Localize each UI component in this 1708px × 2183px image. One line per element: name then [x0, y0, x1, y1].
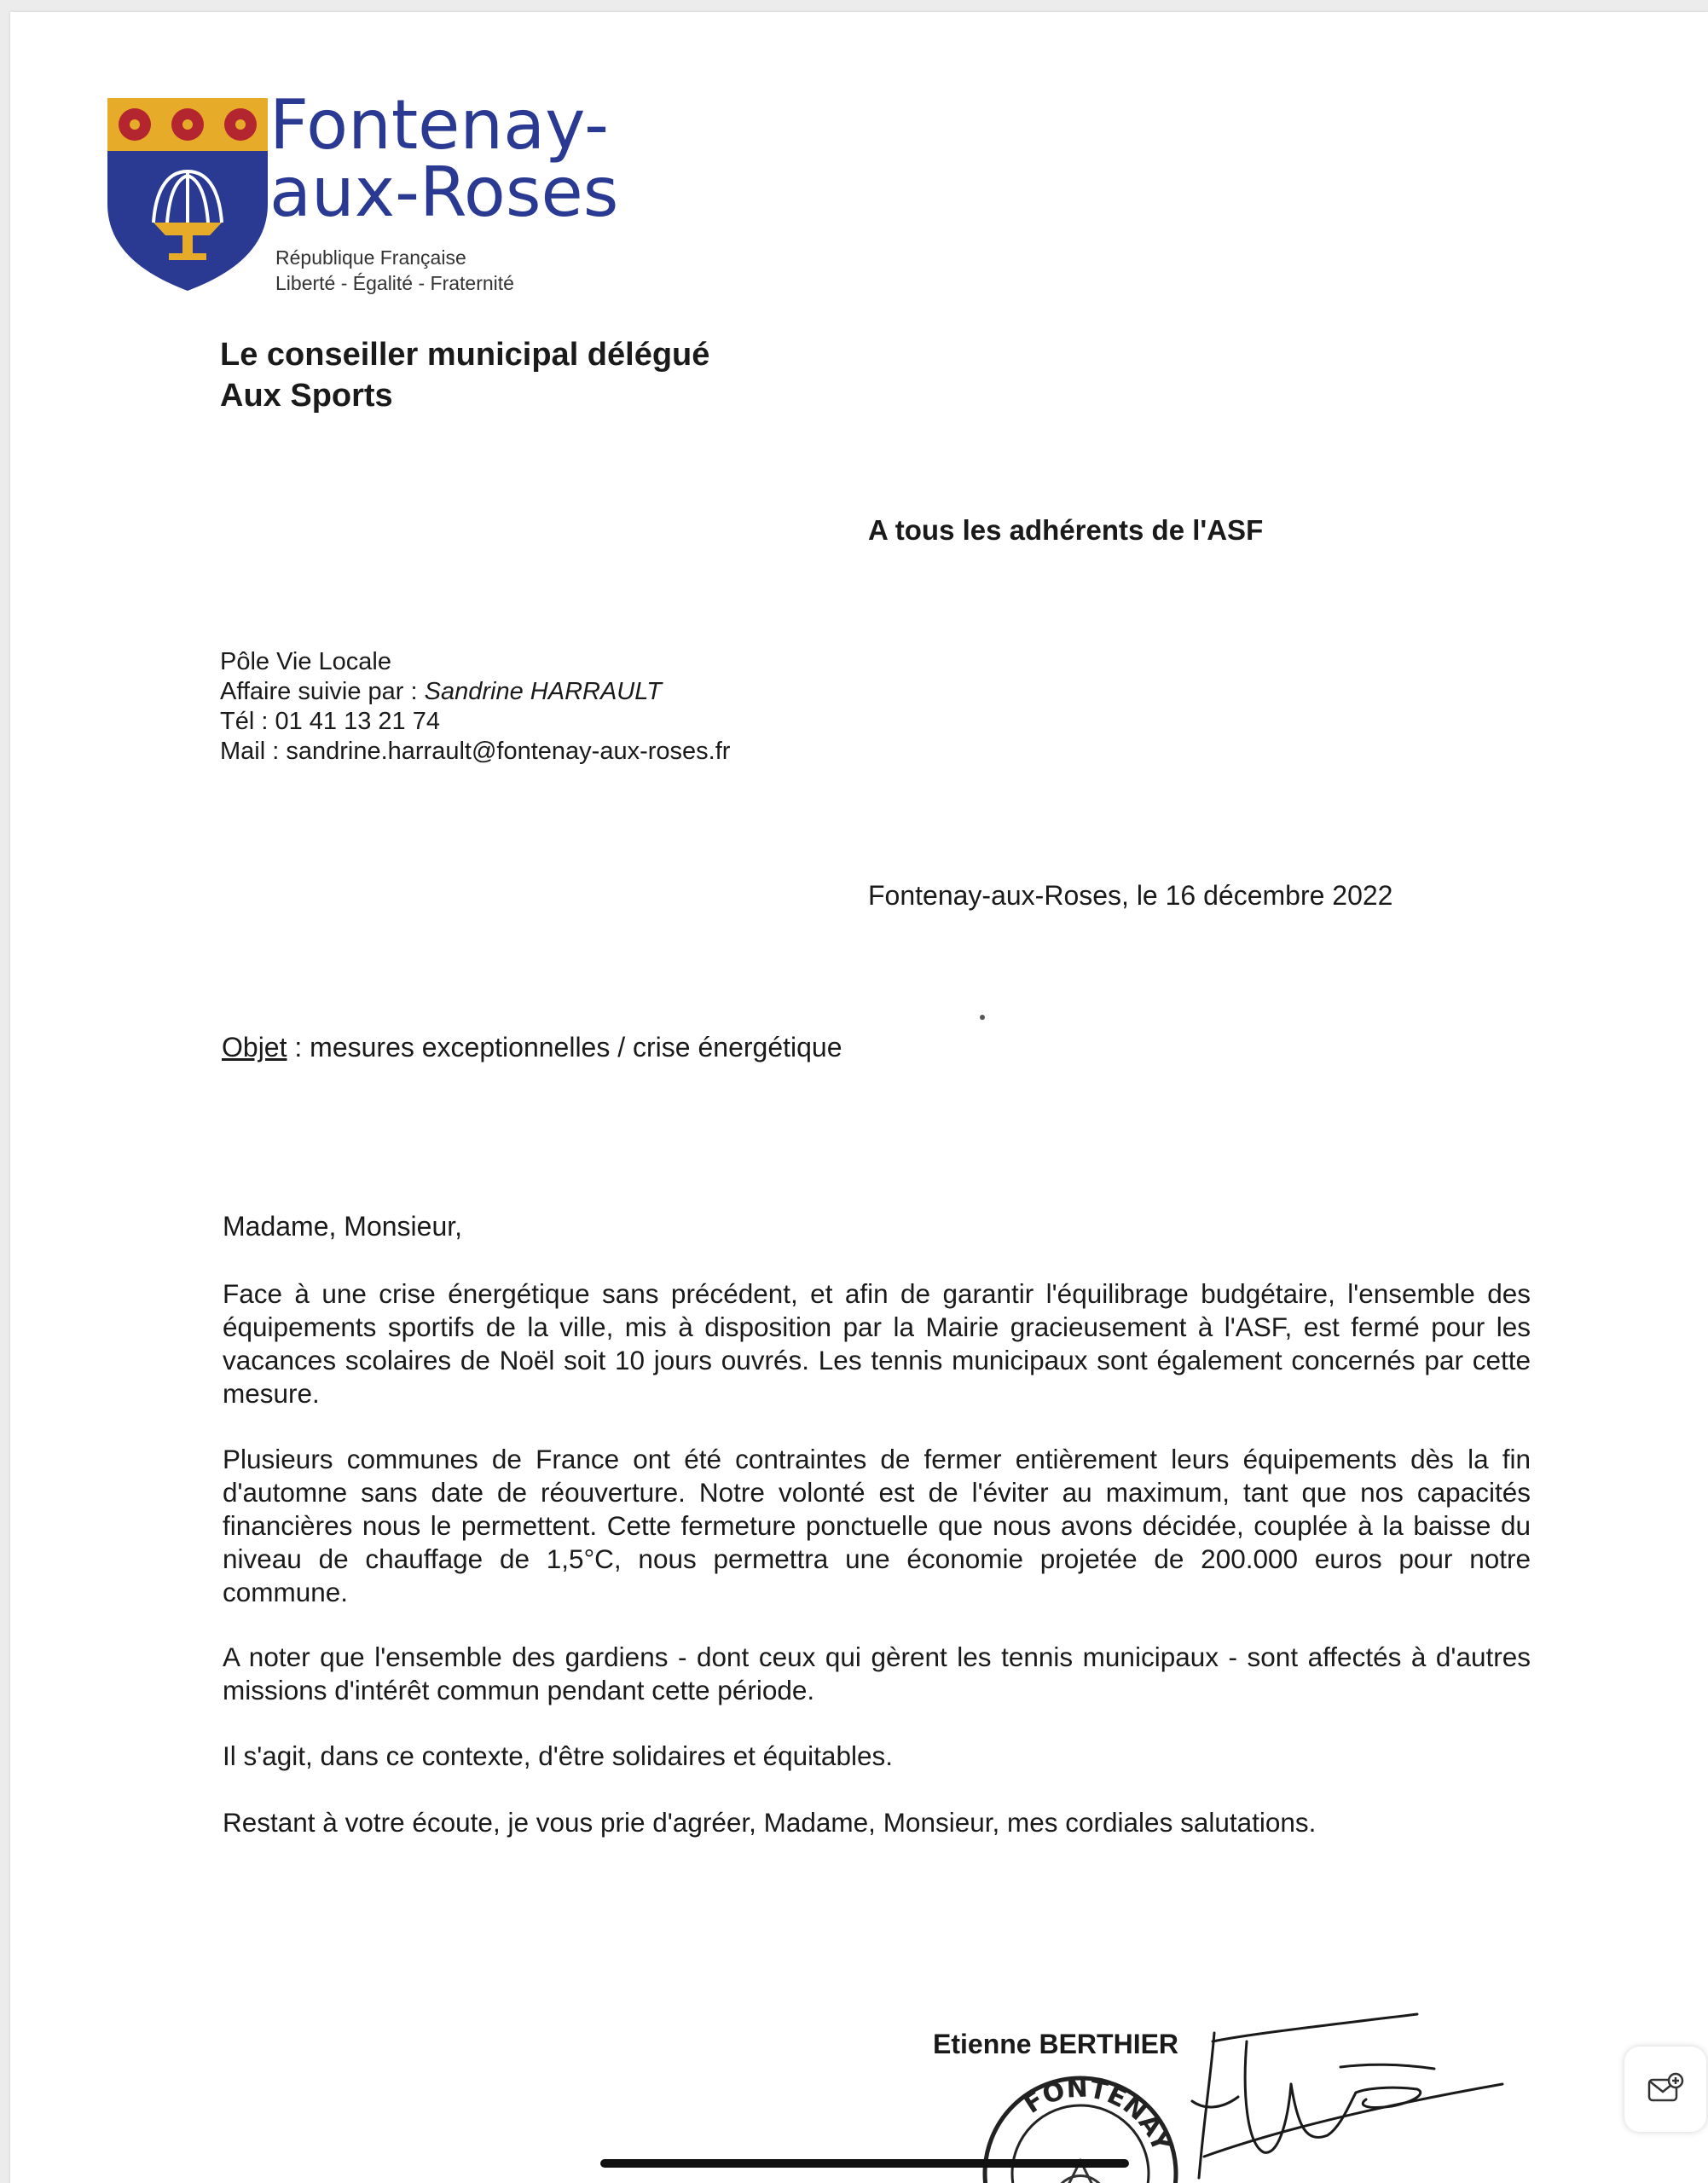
- mail-plus-icon: [1647, 2072, 1684, 2106]
- letter-page: [10, 12, 1708, 2183]
- contact-mail: Mail : sandrine.harrault@fontenay-aux-roses.fr: [220, 738, 731, 765]
- contact-followed-name: Sandrine HARRAULT: [424, 678, 662, 705]
- body-paragraph: Restant à votre écoute, je vous prie d'agréer, Madame, Monsieur, mes cordiales salutations.: [223, 1807, 1317, 1838]
- logo-title-line1: Fontenay-: [269, 85, 609, 165]
- recipient-line: A tous les adhérents de l'ASF: [868, 514, 1264, 546]
- coat-of-arms-logo: [104, 95, 271, 292]
- handwritten-signature: [991, 2007, 1520, 2183]
- scan-speck: [980, 1015, 985, 1020]
- stamp-text: FONTENAY: [1018, 2073, 1177, 2157]
- body-paragraph: Il s'agit, dans ce contexte, d'être solidaires et équitables.: [223, 1740, 893, 1771]
- logo-subtitle-republique: République Française: [275, 246, 466, 269]
- contact-block: [220, 647, 730, 767]
- subject-text: : mesures exceptionnelles / crise énergétique: [287, 1032, 842, 1063]
- salutation: Madame, Monsieur,: [223, 1211, 463, 1242]
- contact-followed-by: [220, 677, 730, 707]
- sender-title-line2: Aux Sports: [220, 378, 393, 414]
- logo-title-line2: aux-Roses: [269, 153, 619, 232]
- contact-followed-label: Affaire suivie par :: [220, 678, 425, 705]
- body-paragraph: A noter que l'ensemble des gardiens - dont ceux qui gèrent les tennis municipaux - sont affectés à d'autres missions d'intérêt commun pendant cette période.: [223, 1642, 1531, 1705]
- contact-service: Pôle Vie Locale: [220, 648, 392, 675]
- subject-line: [222, 1032, 842, 1063]
- subject-label: Objet: [222, 1032, 287, 1063]
- contact-tel: Tél : 01 41 13 21 74: [220, 708, 440, 735]
- sender-title: [220, 334, 709, 416]
- logo-subtitle-devise: Liberté - Égalité - Fraternité: [275, 272, 514, 294]
- add-mail-button[interactable]: [1624, 2047, 1706, 2132]
- sender-title-line1: Le conseiller municipal délégué: [220, 337, 710, 373]
- body-paragraph: Plusieurs communes de France ont été contraintes de fermer entièrement leurs équipements dès la fin d'automne sans date de réouverture. Notre volonté est de l'éviter au maximum, tant que nos capacités financières nous le permettent. Cette fermeture ponctuelle que nous avons décidée, couplée à la baisse du niveau de chauffage de 1,5°C, nous permettra une économie projetée de 200.000 euros pour notre commune.: [223, 1444, 1531, 1607]
- signer-name: Etienne BERTHIER: [933, 2029, 1179, 2059]
- home-indicator-bar[interactable]: [600, 2159, 1129, 2168]
- body-paragraph: Face à une crise énergétique sans précédent, et afin de garantir l'équilibrage budgétaire, l'ensemble des équipements sportifs de la ville, mis à disposition par la Mairie gracieusement à l'ASF, est fermé pour les vacances scolaires de Noël soit 10 jours ouvrés. Les tennis municipaux sont également concernés par cette mesure.: [223, 1278, 1531, 1409]
- date-line: Fontenay-aux-Roses, le 16 décembre 2022: [868, 880, 1393, 911]
